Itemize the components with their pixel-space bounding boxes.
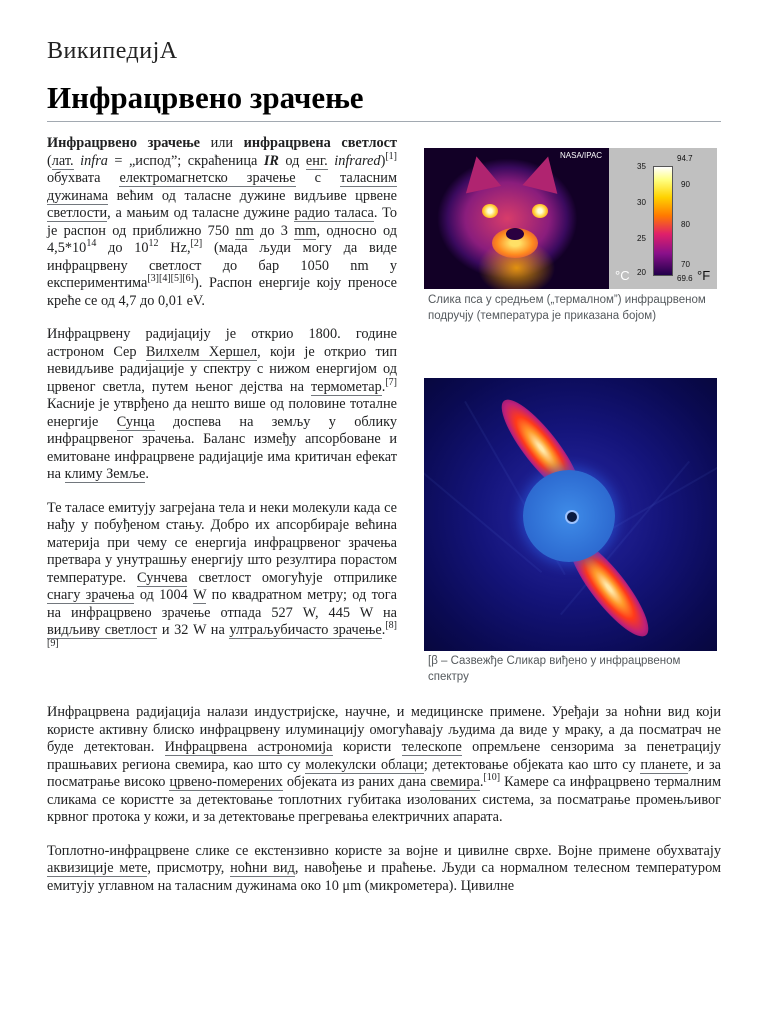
thermal-dog-picture	[424, 148, 609, 289]
paragraph-intro: Инфрацрвено зрачење или инфрацрвена светлост (лат. infra = „испод”; скраћеница IR од енг. infrared)[1] обухвата електромагнетско зрачење с таласним дужинама већим од таласне дужине видљиве црвене светлости, а мањим од таласне дужине радио таласа. То је распон од приближно 750 nm до 3 mm, односно од $4,5*10^{14}$ до $10^{12}$ Hz,[2] (мада људи могу да виде инфрацрвену светлост до бар 1050 nm у експериментима[3][4][5][6]). Распон енергије коју преносе креће се од 4,7 до 0,01 eV.	[47, 135, 398, 309]
dog-eye-hotspot	[482, 204, 498, 218]
link-planets[interactable]: планете	[640, 756, 689, 773]
dog-nose	[506, 228, 524, 240]
citation[interactable]: [10]	[483, 772, 501, 784]
fahrenheit-tick: 69.6	[677, 274, 693, 283]
link-latin[interactable]: лат.	[51, 152, 74, 169]
site-wordmark[interactable]: ВикипедијА	[47, 38, 178, 64]
link-target-acquisition[interactable]: аквизиције мете	[47, 860, 148, 876]
link-night-vision[interactable]: ноћни вид	[230, 860, 295, 876]
link-solar[interactable]: Сунчева	[137, 569, 188, 586]
fahrenheit-tick: 94.7	[677, 154, 693, 163]
link-radiant-power[interactable]: снагу зрачења	[47, 587, 135, 603]
paragraph-applications: Инфрацрвена радијација налази индустријске, научне, и медицинске примене. Уређаји за ноћни вид који користе активну блиско инфрацрвену илуминацију омогућавају људима да виде у мраку, а да посматрач не буде детектован. Инфрацрвена астрономија користи телескопе опремљене сензорима за пенетрацију прашњавих региона свемира, као што су молекулски облаци; детектовање објеката као што су планете, и за посматрање високо црвено-померених објеката из раних дана свемира.[10] Камере са инфрацрвено термалним сликама се користте за детектовање топлотних губитака изолованих система, за посматрање промењљивог крвног протока у кожи, и за детектовање прегревања електричних апарата.	[47, 704, 722, 825]
beta-pictoris-image[interactable]	[424, 378, 717, 651]
citation[interactable]: [7]	[385, 376, 397, 388]
paragraph-thermal-imaging: Топлотно-инфрацрвене слике се екстензивно користе за војне и цивилне сврхе. Војне примене обухватају аквизиције мете, присмотру, ноћни вид, навођење и праћење. Људи са нормалном телесном температуром емитују углавном на таласним дужинама око 10 μm (микрометера). Цивилне	[47, 842, 721, 894]
link-ultraviolet[interactable]: ултраљубичасто зрачење	[229, 622, 382, 638]
link-universe[interactable]: свемира	[430, 774, 480, 790]
link-radio-waves[interactable]: радио таласа	[294, 205, 374, 221]
celsius-tick: 25	[637, 234, 646, 243]
celsius-tick: 20	[637, 268, 646, 277]
citation[interactable]: [1]	[385, 150, 397, 162]
link-english[interactable]: енг.	[305, 152, 328, 169]
thermal-caption: Слика пса у средњем („термалном”) инфрацрвеном подручју (температура је приказана бојом)	[428, 294, 706, 322]
link-watt[interactable]: W	[193, 587, 207, 603]
citation[interactable]: [2]	[190, 238, 203, 250]
link-herschel[interactable]: Вилхелм Хершел	[145, 343, 258, 360]
temperature-scale	[609, 148, 717, 289]
link-nm[interactable]: nm	[235, 222, 254, 239]
thermal-dog-image[interactable]	[424, 148, 717, 289]
link-redshift[interactable]: црвено-померених	[169, 774, 283, 790]
celsius-unit: °C	[615, 268, 630, 283]
title-divider	[47, 121, 721, 122]
link-molecular-clouds[interactable]: молекулски облаци	[305, 756, 424, 773]
fahrenheit-tick: 90	[681, 180, 690, 189]
fahrenheit-tick: 80	[681, 220, 690, 229]
fahrenheit-unit: °F	[697, 268, 711, 283]
article-body-wide	[47, 704, 721, 911]
image-credit: NASA/IPAC	[560, 151, 603, 160]
link-climate[interactable]: климу Земље	[64, 466, 146, 482]
paragraph-discovery: Инфрацрвену радијацију је открио 1800. године астроном Сер Вилхелм Хершел, који је открио тип невидљиве радијације у спектру с нижом енергијом од црвеног светла, путем њеног дејства на термометар.[7] Касније је утврђено да нешто више од половине тоталне енергије Сунца доспева на земљу у облику инфрацрвеног зрачења. Баланс између апсорбоване и емитоване инфрацрвене радијације има критичан ефекат на климу Земље.	[47, 326, 397, 482]
link-em-radiation[interactable]: електромагнетско зрачење	[119, 170, 296, 186]
link-visible-light[interactable]: видљиву светлост	[47, 622, 158, 638]
celsius-tick: 30	[637, 198, 646, 207]
article-body-column	[47, 135, 397, 673]
citation[interactable]: [8][9]	[47, 620, 397, 649]
link-mm[interactable]: mm	[294, 222, 317, 239]
fahrenheit-tick: 70	[681, 260, 690, 269]
link-telescopes[interactable]: телескопе	[401, 739, 462, 755]
beta-caption: [β – Сазвежђе Сликар виђено у инфрацрвеном спектру	[428, 655, 681, 683]
star-center	[565, 510, 579, 524]
dog-eye-hotspot	[532, 204, 548, 218]
citation[interactable]: [3][4][5][6]	[147, 273, 194, 285]
bold-term: инфрацрвена светлост	[243, 135, 397, 151]
link-wavelength[interactable]: таласним дужинама	[47, 170, 398, 204]
page-title: Инфрацрвено зрачење	[47, 80, 364, 115]
link-light[interactable]: светлости	[47, 205, 108, 221]
celsius-tick: 35	[637, 162, 646, 171]
color-scale-bar	[653, 166, 673, 276]
bold-term: Инфрацрвено зрачење	[47, 135, 201, 151]
link-thermometer[interactable]: термометар	[310, 378, 382, 395]
link-sun[interactable]: Сунца	[116, 413, 155, 430]
paragraph-emission: Те таласе емитују загрејана тела и неки молекули када се нађу у побуђеном стању. Добро их апсорбирaје већина материја при чему се енергија инфрацрвеног зрачења претвара у унутрашњу енергију што резултира порастом температуре. Сунчева светлост омогућује отприлике снагу зрачења од 1004 W по квадратном метру; од тога на инфрацрвено зрачење отпада 527 W, 445 W на видљиву светлост и 32 W на ултраљубичасто зрачење.[8][9]	[47, 499, 398, 649]
link-ir-astronomy[interactable]: Инфрацрвена астрономија	[164, 739, 333, 755]
